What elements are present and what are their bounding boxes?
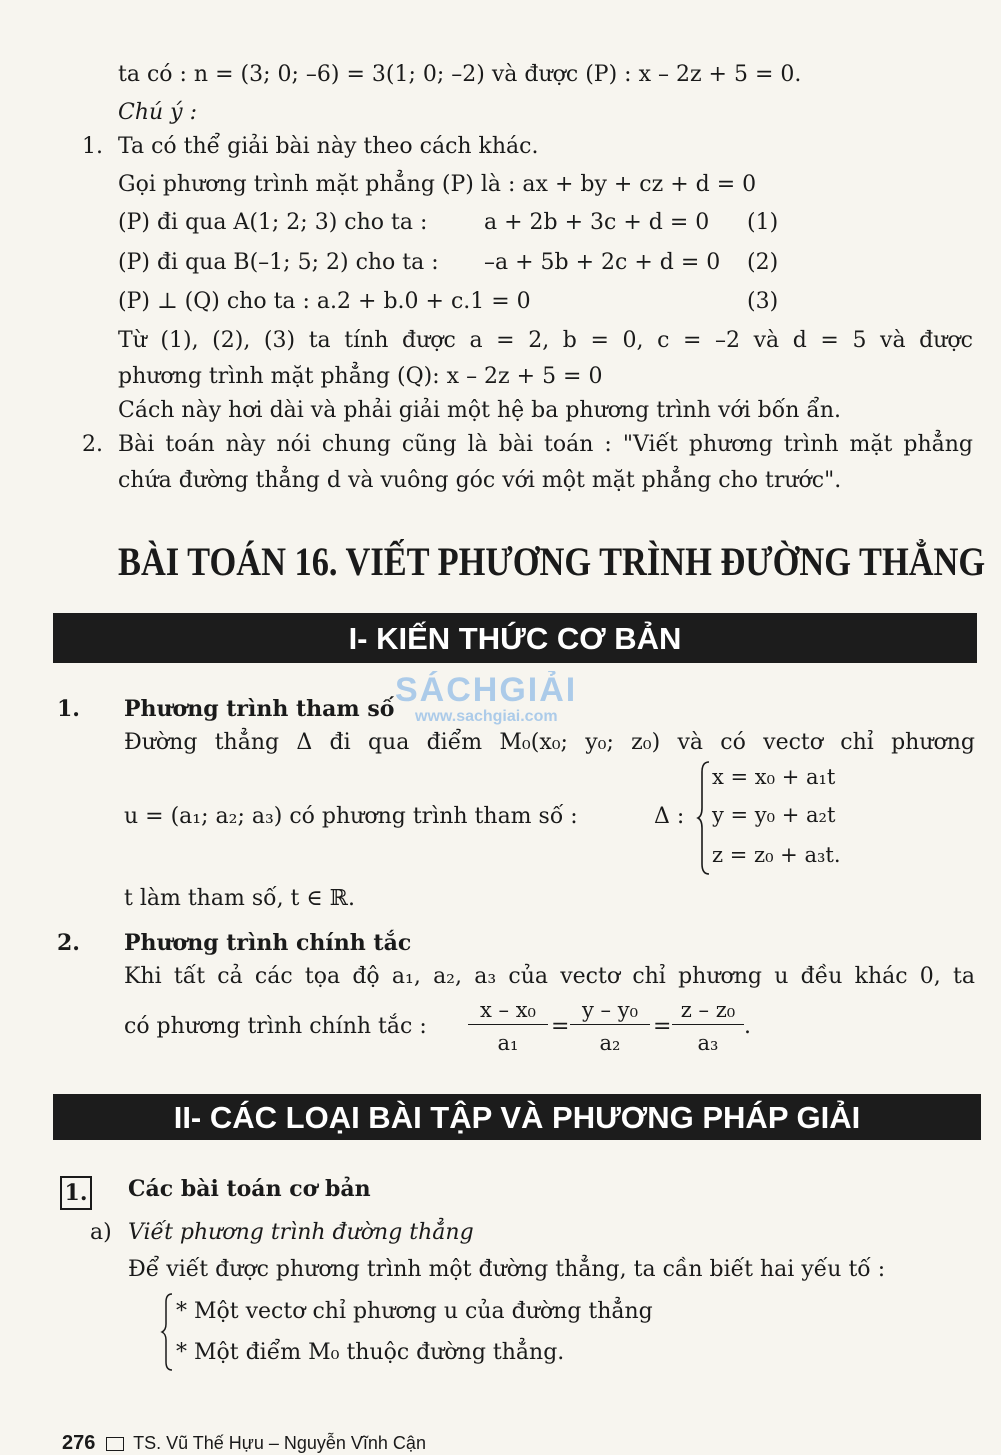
delta-label: Δ : [654, 804, 685, 829]
condition-a-equation: a + 2b + 3c + d = 0 [484, 210, 710, 235]
fraction-denominator: a₁ [497, 1031, 519, 1055]
footer-authors: TS. Vũ Thế Hựu – Nguyễn Vĩnh Cận [133, 1433, 426, 1453]
section-heading: Phương trình tham số [124, 696, 395, 722]
section-heading: Các bài toán cơ bản [128, 1176, 371, 1202]
period: . [744, 1014, 751, 1039]
param-equation-z: z = z₀ + a₃t. [712, 843, 841, 867]
plane-equation-line: Gọi phương trình mặt phẳng (P) là : ax + by + cz + d = 0 [118, 172, 757, 197]
intro-line: ta có : n = (3; 0; –6) = 3(1; 0; –2) và được (P) : x – 2z + 5 = 0. [118, 62, 802, 87]
equation-tag-2: (2) [747, 250, 779, 275]
section-number: 1. [57, 696, 80, 722]
fraction-denominator: a₂ [599, 1031, 621, 1055]
fraction-numerator: y – y₀ [570, 998, 650, 1025]
system-brace [696, 760, 712, 876]
page-number: 276 [62, 1432, 96, 1454]
fraction-y [570, 998, 650, 1055]
lesson-title: BÀI TOÁN 16. VIẾT PHƯƠNG TRÌNH ĐƯỜNG THẲNG [118, 539, 986, 584]
paragraph-line: có phương trình chính tắc : [124, 1014, 427, 1039]
equation-tag-1: (1) [747, 210, 779, 235]
paragraph-line: t làm tham số, t ∈ ℝ. [124, 886, 355, 911]
fraction-denominator: a₃ [697, 1031, 719, 1055]
section-banner-2: II- CÁC LOẠI BÀI TẬP VÀ PHƯƠNG PHÁP GIẢI [53, 1094, 981, 1140]
item-text: Ta có thể giải bài này theo cách khác. [118, 134, 539, 159]
fraction-x [468, 998, 548, 1055]
paragraph-line: Để viết được phương trình một đường thẳng, ta cần biết hai yếu tố : [128, 1257, 886, 1282]
equation-tag-3: (3) [747, 289, 779, 314]
sub-title: Viết phương trình đường thẳng [128, 1220, 474, 1245]
remark-line: Cách này hơi dài và phải giải một hệ ba phương trình với bốn ẩn. [118, 398, 842, 423]
item-number: 2. [82, 432, 103, 457]
watermark-url: www.sachgiai.com [415, 708, 558, 725]
result-line: Từ (1), (2), (3) ta tính được a = 2, b = 0, c = –2 và d = 5 và được [118, 328, 973, 353]
paragraph-line: Khi tất cả các tọa độ a₁, a₂, a₃ của vectơ chỉ phương u đều khác 0, ta [124, 964, 975, 989]
section-banner-1: I- KIẾN THỨC CƠ BẢN [53, 613, 977, 663]
section-heading: Phương trình chính tắc [124, 930, 412, 956]
param-equation-y: y = y₀ + a₂t [712, 803, 836, 827]
item-number: 1. [82, 134, 103, 159]
item-text: Bài toán này nói chung cũng là bài toán : "Viết phương trình mặt phẳng [118, 432, 973, 457]
bullet-item: * Một vectơ chỉ phương u của đường thẳng [176, 1299, 653, 1324]
fraction-z [672, 998, 744, 1055]
bullet-item: * Một điểm M₀ thuộc đường thẳng. [176, 1340, 565, 1365]
note-label: Chú ý : [118, 100, 197, 125]
item-text-cont: chứa đường thẳng d và vuông góc với một mặt phẳng cho trước". [118, 468, 842, 493]
fraction-numerator: z – z₀ [672, 998, 744, 1025]
equals-sign: = [653, 1014, 672, 1039]
section-number: 2. [57, 930, 80, 956]
boxed-number: 1. [60, 1176, 92, 1210]
equals-sign: = [551, 1014, 570, 1039]
sub-label: a) [90, 1220, 112, 1245]
condition-a-text: (P) đi qua A(1; 2; 3) cho ta : [118, 210, 428, 235]
condition-b-equation: –a + 5b + 2c + d = 0 [484, 250, 721, 275]
paragraph-line: Đường thẳng Δ đi qua điểm M₀(x₀; y₀; z₀) và có vectơ chỉ phương [124, 730, 975, 755]
watermark-brand: SÁCHGIẢI [395, 671, 578, 709]
book-icon [106, 1437, 124, 1451]
result-equation: phương trình mặt phẳng (Q): x – 2z + 5 = 0 [118, 364, 603, 389]
watermark [395, 672, 577, 726]
condition-q-text: (P) ⊥ (Q) cho ta : a.2 + b.0 + c.1 = 0 [118, 289, 531, 314]
fraction-numerator: x – x₀ [468, 998, 548, 1025]
param-equation-x: x = x₀ + a₁t [712, 765, 836, 789]
condition-b-text: (P) đi qua B(–1; 5; 2) cho ta : [118, 250, 439, 275]
bullet-brace [160, 1292, 174, 1372]
paragraph-line: u = (a₁; a₂; a₃) có phương trình tham số : [124, 804, 578, 829]
